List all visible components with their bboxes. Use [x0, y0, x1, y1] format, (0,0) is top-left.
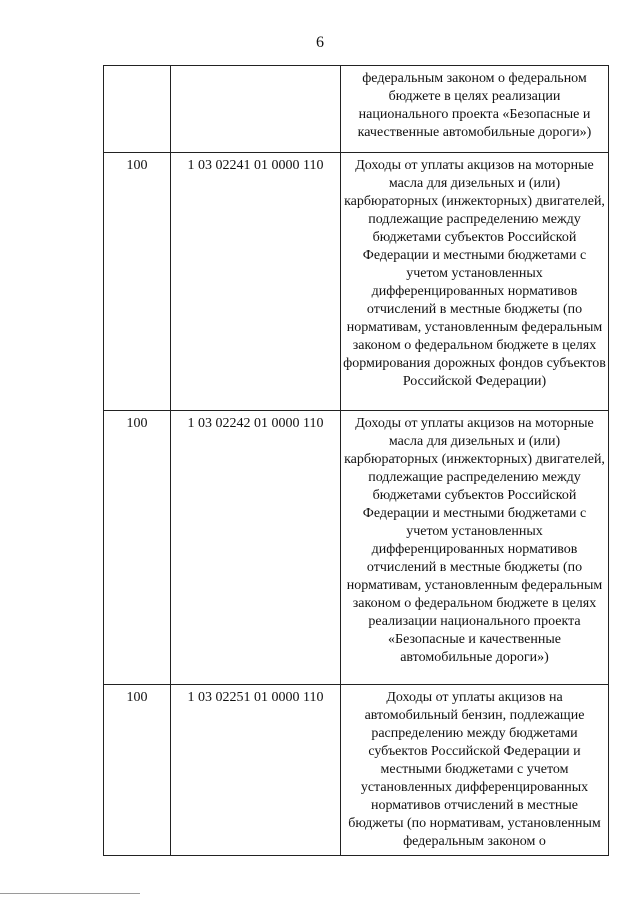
kbk-code-cell: 1 03 02242 01 0000 110 [171, 411, 341, 685]
income-description-cell: федеральным законом о федеральном бюджете в целях реализации национального проекта «Безопасные и качественные автомобильные дороги») [341, 66, 609, 153]
income-description-cell: Доходы от уплаты акцизов на моторные масла для дизельных и (или) карбюраторных (инжекторных) двигателей, подлежащие распределению между бюджетами субъектов Российской Федерации и местными бюджетами с учетом установленных дифференцированных нормативов отчислений в местные бюджеты (по нормативам, установленным федеральным законом о федеральном бюджете в целях реализации национального проекта «Безопасные и качественные автомобильные дороги») [341, 411, 609, 685]
budget-classification-table [103, 65, 609, 856]
kbk-code-cell: 1 03 02241 01 0000 110 [171, 153, 341, 411]
admin-code-cell [104, 66, 171, 153]
table-row [104, 685, 609, 856]
page-number: 6 [316, 34, 324, 51]
table-row [104, 411, 609, 685]
table-row [104, 153, 609, 411]
kbk-code-cell: 1 03 02251 01 0000 110 [171, 685, 341, 856]
admin-code-cell: 100 [104, 153, 171, 411]
footer-divider [0, 893, 140, 894]
income-description-cell: Доходы от уплаты акцизов на моторные масла для дизельных и (или) карбюраторных (инжекторных) двигателей, подлежащие распределению между бюджетами субъектов Российской Федерации и местными бюджетами с учетом установленных дифференцированных нормативов отчислений в местные бюджеты (по нормативам, установленным федеральным законом о федеральном бюджете в целях формирования дорожных фондов субъектов Российской Федерации) [341, 153, 609, 411]
admin-code-cell: 100 [104, 411, 171, 685]
income-description-cell: Доходы от уплаты акцизов на автомобильный бензин, подлежащие распределению между бюджетами субъектов Российской Федерации и местными бюджетами с учетом установленных дифференцированных нормативов отчислений в местные бюджеты (по нормативам, установленным федеральным законом о [341, 685, 609, 856]
table-row [104, 66, 609, 153]
admin-code-cell: 100 [104, 685, 171, 856]
kbk-code-cell [171, 66, 341, 153]
